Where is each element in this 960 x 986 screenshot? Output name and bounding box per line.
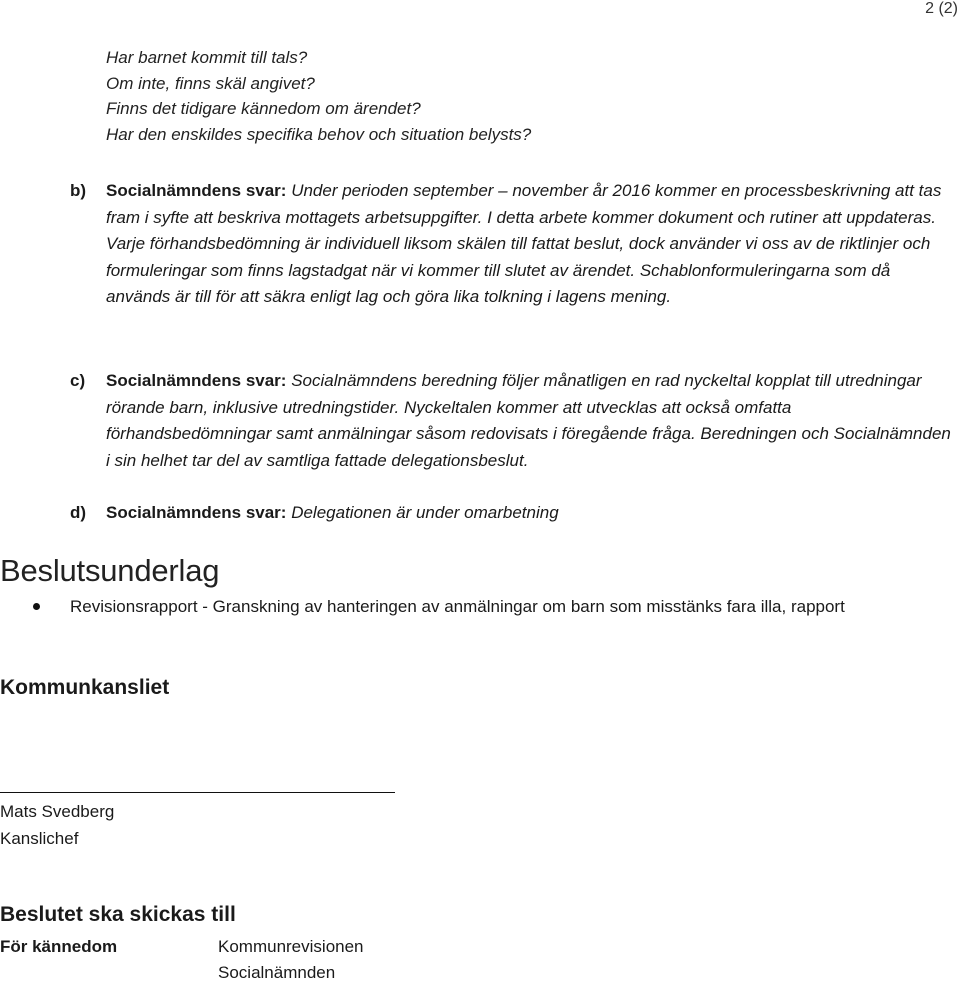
answer-text xyxy=(106,178,956,311)
question-item: Har den enskildes specifika behov och situation belysts? xyxy=(106,124,532,144)
answer-label: d) xyxy=(70,503,87,522)
answer-lead: Socialnämndens svar: xyxy=(106,181,287,200)
question-list xyxy=(106,45,531,147)
question-item: Har barnet kommit till tals? xyxy=(106,48,308,67)
signature-line xyxy=(0,792,395,793)
question-item: Om inte, finns skäl angivet? xyxy=(106,73,315,93)
answer-body: Under perioden september – november år 2016 kommer en processbeskrivning att tas fram i syfte att beskriva mottagets arbetsuppgifter. I detta arbete kommer dokument och rutiner att uppdateras. Varje förhandsbedömning är individuell liksom skälen till fattat beslut, dock använder vi oss av de riktlinjer och formuleringar som finns lagstadgat när vi kommer till slutet av ärendet. Schablonformuleringarna som då används är till för att säkra enligt lag och göra lika tolkning i lagens mening. xyxy=(106,181,942,306)
answer-b xyxy=(70,178,956,311)
distribution-recipients xyxy=(218,934,364,986)
section-heading-distribution: Beslutet ska skickas till xyxy=(0,903,236,926)
answer-lead: Socialnämndens svar: xyxy=(106,503,287,522)
answer-label: b) xyxy=(70,181,87,200)
answer-d xyxy=(70,500,956,527)
answer-body: Socialnämndens beredning följer månatligen en rad nyckeltal kopplat till utredningar rörande barn, inklusive utredningstider. Nyckeltalen kommer att utvecklas att också omfatta förhandsbedömningar samt anmälningar såsom redovisats i föregående fråga. Beredningen och Socialnämnden i sin helhet tar del av samtliga fattade delegationsbeslut. xyxy=(106,371,951,470)
signer-name: Mats Svedberg xyxy=(0,802,115,821)
answer-label: c) xyxy=(70,371,86,390)
answer-text xyxy=(106,500,956,527)
recipient: Kommunrevisionen xyxy=(218,937,364,956)
bullet-icon xyxy=(33,603,40,610)
section-heading-kommunkansliet: Kommunkansliet xyxy=(0,676,170,699)
section-heading-beslutsunderlag: Beslutsunderlag xyxy=(0,553,220,588)
recipient: Socialnämnden xyxy=(218,963,336,982)
answer-body: Delegationen är under omarbetning xyxy=(291,503,559,522)
signer-title: Kanslichef xyxy=(0,829,79,848)
answer-text xyxy=(106,368,956,474)
question-item: Finns det tidigare kännedom om ärendet? xyxy=(106,99,421,118)
list-item xyxy=(0,593,950,620)
answer-lead: Socialnämndens svar: xyxy=(106,371,287,390)
page-number: 2 (2) xyxy=(925,0,958,17)
signature-block xyxy=(0,798,114,852)
list-item-text: Revisionsrapport - Granskning av hanteringen av anmälningar om barn som misstänks fara illa, rapport xyxy=(70,597,845,616)
answer-c xyxy=(70,368,956,474)
distribution-label: För kännedom xyxy=(0,937,118,956)
